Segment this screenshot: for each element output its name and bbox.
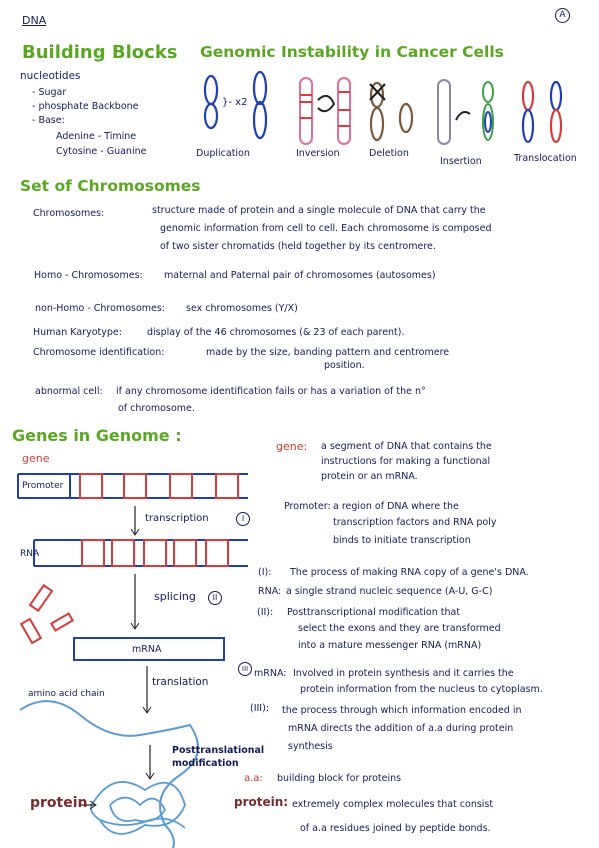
bb-item: - phosphate Backbone: [32, 101, 139, 112]
instability-title: Genomic Instability in Cancer Cells: [200, 43, 504, 61]
protein-blob: [91, 782, 185, 834]
instability-label: Duplication: [196, 148, 250, 159]
note-line: synthesis: [288, 741, 333, 752]
note-line: a region of DNA where the: [333, 501, 459, 512]
note-line: Posttranscriptional modification that: [287, 607, 461, 618]
splicing-label: splicing: [154, 590, 196, 603]
note-line: extremely complex molecules that consist: [292, 799, 494, 810]
deletion-chromosomes: [370, 83, 412, 140]
bb-item: - Base:: [32, 115, 65, 126]
step3-badge: III: [238, 662, 252, 676]
note-line: The process of making RNA copy of a gene's DNA.: [290, 567, 529, 578]
chromosome-def: structure made of protein and a single molecule of DNA that carry the: [152, 205, 486, 216]
posttrans-label: Posttranslational: [172, 745, 265, 756]
chromosome-def: made by the size, banding pattern and centromere: [206, 347, 450, 358]
note-term: (III):: [250, 703, 270, 714]
posttrans-label: modification: [172, 758, 239, 769]
chromosome-def: position.: [324, 360, 365, 371]
note-term: protein:: [234, 795, 289, 809]
base-pair: Adenine - Timine: [56, 131, 137, 142]
gene-label: gene: [22, 452, 50, 465]
chromosome-def: genomic information from cell to cell. Each chromosome is composed: [160, 223, 492, 234]
note-term: (II):: [257, 607, 274, 618]
note-line: a single strand nucleic sequence (A-U, G-C): [286, 586, 493, 597]
insertion-chromosomes: [438, 80, 493, 144]
note-term: a.a:: [244, 773, 263, 784]
instability-label: Insertion: [440, 156, 482, 167]
inversion-chromosomes: [300, 78, 350, 144]
note-term: RNA:: [258, 586, 282, 597]
amino-acid-chain: [20, 701, 198, 848]
note-term: mRNA:: [254, 668, 287, 679]
note-line: protein information from the nucleus to cytoplasm.: [300, 684, 543, 695]
chromosome-def: of chromosome.: [118, 403, 195, 414]
promoter-label: Promoter: [22, 481, 64, 491]
note-line: a segment of DNA that contains the: [321, 441, 492, 452]
note-line: transcription factors and RNA poly: [333, 517, 497, 528]
note-line: into a mature messenger RNA (mRNA): [298, 640, 482, 651]
instability-label: Inversion: [296, 148, 340, 159]
step1-badge: I: [236, 512, 250, 526]
chromosome-def: maternal and Paternal pair of chromosomes (autosomes): [164, 270, 436, 281]
page-number-badge: A: [555, 8, 570, 23]
note-line: binds to initiate transcription: [333, 535, 471, 546]
building-blocks-title: Building Blocks: [22, 42, 178, 63]
chromosome-term: Chromosomes:: [33, 208, 105, 219]
protein-label: protein: [30, 795, 88, 811]
chromosome-term: Homo - Chromosomes:: [34, 270, 143, 281]
chromosome-term: non-Homo - Chromosomes:: [35, 303, 166, 314]
instability-label: Deletion: [369, 148, 409, 159]
mrna-box-label: mRNA: [132, 644, 162, 655]
page-tag: DNA: [22, 14, 47, 27]
instability-label: Translocation: [514, 153, 577, 164]
note-term: gene:: [276, 440, 308, 453]
spliced-introns: [21, 585, 72, 643]
chromosome-term: Chromosome identification:: [33, 347, 165, 358]
translation-label: translation: [152, 676, 209, 688]
amino-chain-label: amino acid chain: [28, 689, 105, 699]
rna-label: RNA: [20, 549, 40, 559]
note-line: of a.a residues joined by peptide bonds.: [300, 823, 491, 834]
chromosome-term: Human Karyotype:: [33, 327, 122, 338]
chromosome-def: sex chromosomes (Y/X): [186, 303, 298, 314]
bb-item: - Sugar: [32, 87, 67, 98]
x2-label: }- x2: [222, 97, 248, 108]
note-line: the process through which information encoded in: [282, 705, 522, 716]
chromosome-term: abnormal cell:: [35, 386, 103, 397]
note-term: (I):: [258, 567, 272, 578]
chromosomes-title: Set of Chromosomes: [20, 177, 201, 195]
chromosome-def: of two sister chromatids (held together by its centromere.: [160, 241, 436, 252]
note-line: mRNA directs the addition of a.a during protein: [288, 723, 514, 734]
rna-bar: [34, 540, 248, 566]
step2-badge: II: [208, 591, 222, 605]
translocation-chromosomes: [523, 82, 561, 142]
chromosome-def: display of the 46 chromosomes (& 23 of each parent).: [147, 327, 405, 338]
note-line: Involved in protein synthesis and it carries the: [293, 668, 514, 679]
note-line: select the exons and they are transformed: [298, 623, 501, 634]
genes-title: Genes in Genome :: [12, 426, 182, 445]
note-line: building block for proteins: [277, 773, 402, 784]
nucleotides-label: nucleotides: [20, 70, 81, 82]
note-line: protein or an mRNA.: [321, 471, 418, 482]
transcription-label: transcription: [145, 513, 209, 524]
base-pair: Cytosine - Guanine: [56, 146, 147, 157]
note-line: instructions for making a functional: [321, 456, 491, 467]
chromosome-def: if any chromosome identification fails or has a variation of the n°: [116, 386, 426, 397]
note-term: Promoter:: [284, 501, 331, 512]
